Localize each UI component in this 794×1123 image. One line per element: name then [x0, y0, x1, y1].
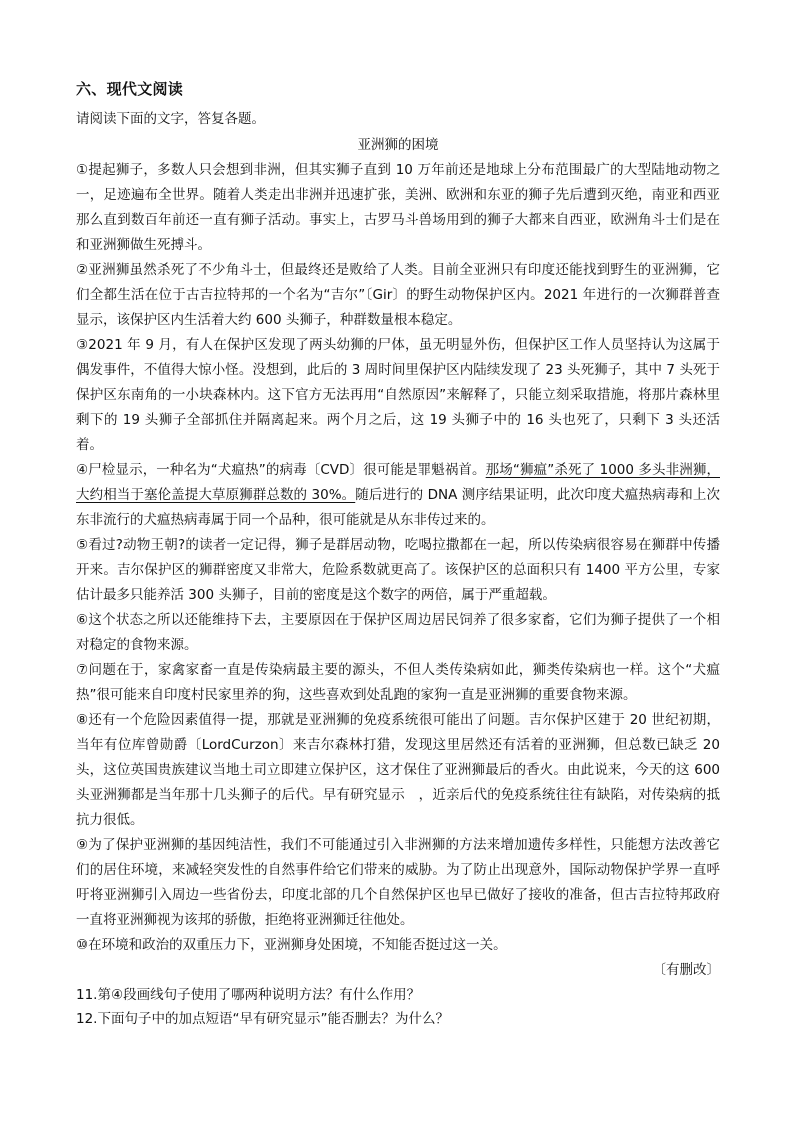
- source-note: 〔有删改〕: [652, 962, 720, 978]
- paragraph-1: ①提起狮子，多数人只会想到非洲，但其实狮子直到 10 万年前还是地球上分布范围最广的大型陆地动物之一，足迹遍布全世界。随着人类走出非洲并迅速扩张，美洲、欧洲和东亚的狮子先后遭到灭绝，南亚和西亚那么直到数百年前还一直有狮子活动。事实上，古罗马斗兽场用到的狮子大都来自西亚，欧洲角斗士们是在和亚洲狮做生死搏斗。: [76, 162, 720, 253]
- document-page: [76, 78, 720, 1031]
- paragraph-10: ⑩在环境和政治的双重压力下，亚洲狮身处困境，不知能否挺过这一关。: [76, 937, 507, 953]
- paragraph-2: ②亚洲狮虽然杀死了不少角斗士，但最终还是败给了人类。目前全亚洲只有印度还能找到野生的亚洲狮，它们全都生活在位于古吉拉特邦的一个名为“吉尔”〔Gir〕的野生动物保护区内。2021 年进行的一次狮群普查显示，该保护区内生活着大约 600 头狮子，种群数量根本稳定。: [76, 262, 720, 328]
- paragraph-9: ⑨为了保护亚洲狮的基因纯洁性，我们不可能通过引入非洲狮的方法来增加遗传多样性，只能想方法改善它们的居住环境，来减轻突发性的自然事件给它们带来的威胁。为了防止出现意外，国际动物保护学界一直呼吁将亚洲狮引入周边一些省份去，印度北部的几个自然保护区也早已做好了接收的准备，但古吉拉特邦政府一直将亚洲狮视为该邦的骄傲，拒绝将亚洲狮迁往他处。: [76, 837, 720, 928]
- question-11: 11.第④段画线句子使用了哪两种说明方法？有什么作用？: [76, 987, 421, 1003]
- paragraph-3: ③2021 年 9 月，有人在保护区发现了两头幼狮的尸体，虽无明显外伤，但保护区工作人员坚持认为这属于偶发事件，不值得大惊小怪。没想到，此后的 3 周时间里保护区内陆续发现了 23 头死狮子，其中 7 头死于保护区东南角的一小块森林内。这下官方无法再用“自然原因”来解释了，只能立刻采取措施，将那片森林里剩下的 19 头狮子全部抓住并隔离起来。两个月之后，这 19 头狮子中的 16 头也死了，只剩下 3 头还活着。: [76, 337, 720, 453]
- article-body: [76, 158, 720, 958]
- paragraph-8: ⑧还有一个危险因素值得一提，那就是亚洲狮的免疫系统很可能出了问题。吉尔保护区建于 20 世纪初期，当年有位库曾勋爵〔LordCurzon〕来吉尔森林打猎，发现这里居然还有活着的亚洲狮，但总数已缺乏 20 头，这位英国贵族建议当地土司立即建立保护区，这才保住了亚洲狮最后的香火。由此说来，今天的这 600 头亚洲狮都是当年那十几头狮子的后代。早有研究显示 ，近亲后代的免疫系统往往有缺陷，对传染病的抵抗力很低。: [76, 712, 720, 828]
- paragraph-4: ④尸检显示，一种名为“犬瘟热”的病毒〔CVD〕很可能是罪魁祸首。那场“狮瘟”杀死了 1000 多头非洲狮，大约相当于塞伦盖提大草原狮群总数的 30%。随后进行的 DNA 测序结果证明，此次印度犬瘟热病毒和上次东非流行的犬瘟热病毒属于同一个品种，很可能就是从东非传过来的。: [76, 462, 721, 528]
- instruction-text: 请阅读下面的文字，答复各题。: [76, 111, 265, 127]
- underlined-sentence: 那场“狮瘟”杀死了 1000 多头非洲狮，大约相当于塞伦盖提大草原狮群总数的 30%。: [76, 462, 720, 503]
- paragraph-7: ⑦问题在于，家禽家畜一直是传染病最主要的源头，不但人类传染病如此，狮类传染病也一样。这个“犬瘟热”很可能来自印度村民家里养的狗，这些喜欢到处乱跑的家狗一直是亚洲狮的重要食物来源。: [76, 662, 720, 703]
- paragraph-5: ⑤看过?动物王朝?的读者一定记得，狮子是群居动物，吃喝拉撒都在一起，所以传染病很容易在狮群中传播开来。吉尔保护区的狮群密度又非常大，危险系数就更高了。该保护区的总面积只有 1400 平方公里，专家估计最多只能养活 300 头狮子，目前的密度是这个数字的两倍，属于严重超载。: [76, 537, 720, 603]
- question-12: 12.下面句子中的加点短语“早有研究显示”能否删去？为什么？: [76, 1011, 449, 1027]
- paragraph-6: ⑥这个状态之所以还能维持下去，主要原因在于保护区周边居民饲养了很多家畜，它们为狮子提供了一个相对稳定的食物来源。: [76, 612, 720, 653]
- section-title: 六、现代文阅读: [76, 80, 184, 98]
- article-title: 亚洲狮的困境: [357, 137, 439, 153]
